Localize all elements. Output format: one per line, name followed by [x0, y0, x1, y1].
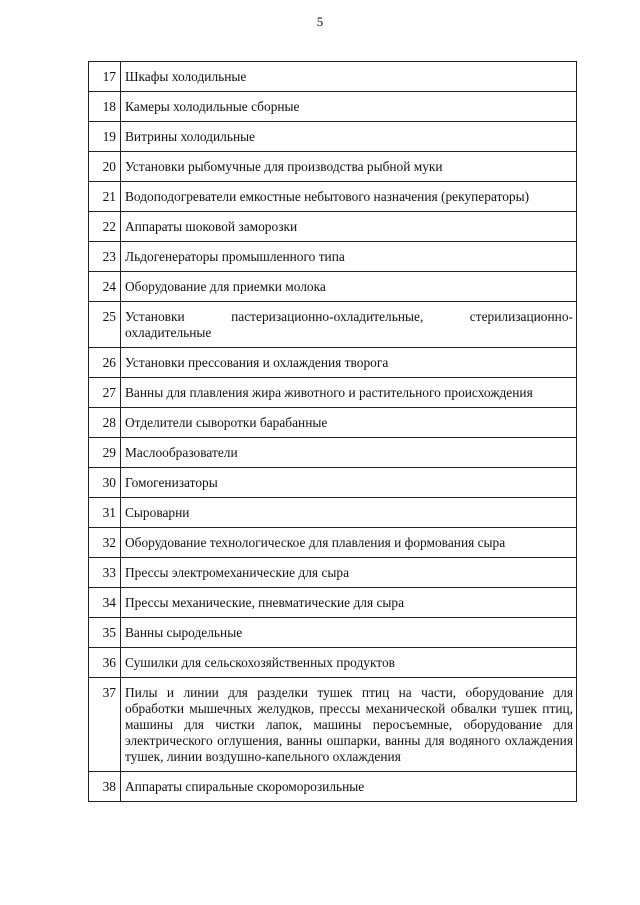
- row-number: 26: [89, 348, 121, 378]
- row-number: 36: [89, 648, 121, 678]
- equipment-name: Камеры холодильные сборные: [121, 92, 577, 122]
- row-number: 21: [89, 182, 121, 212]
- table-row: [89, 772, 577, 802]
- row-number: 17: [89, 62, 121, 92]
- equipment-name: Ванны сыродельные: [121, 618, 577, 648]
- row-number: 30: [89, 468, 121, 498]
- equipment-name: Шкафы холодильные: [121, 62, 577, 92]
- table-row: [89, 528, 577, 558]
- table-row: [89, 498, 577, 528]
- equipment-name: Аппараты спиральные скороморозильные: [121, 772, 577, 802]
- table-row: [89, 588, 577, 618]
- table-row: [89, 92, 577, 122]
- table-row: [89, 242, 577, 272]
- table-row: [89, 122, 577, 152]
- table-row: [89, 62, 577, 92]
- equipment-name: Водоподогреватели емкостные небытового назначения (рекуператоры): [121, 182, 577, 212]
- row-number: 22: [89, 212, 121, 242]
- equipment-name: Сыроварни: [121, 498, 577, 528]
- table-row: [89, 302, 577, 348]
- equipment-name: Маслообразователи: [121, 438, 577, 468]
- table-row: [89, 618, 577, 648]
- row-number: 19: [89, 122, 121, 152]
- row-number: 29: [89, 438, 121, 468]
- equipment-name: Ванны для плавления жира животного и растительного происхождения: [121, 378, 577, 408]
- equipment-name: Льдогенераторы промышленного типа: [121, 242, 577, 272]
- row-number: 28: [89, 408, 121, 438]
- row-number: 33: [89, 558, 121, 588]
- equipment-name: Прессы механические, пневматические для сыра: [121, 588, 577, 618]
- row-number: 23: [89, 242, 121, 272]
- table-row: [89, 272, 577, 302]
- row-number: 25: [89, 302, 121, 348]
- table-row: [89, 558, 577, 588]
- table-row: [89, 152, 577, 182]
- table-row: [89, 648, 577, 678]
- equipment-name: Оборудование для приемки молока: [121, 272, 577, 302]
- equipment-name: Установки пастеризационно-охладительные, стерилизационно-охладительные: [121, 302, 577, 348]
- equipment-name: Аппараты шоковой заморозки: [121, 212, 577, 242]
- table-row: [89, 408, 577, 438]
- equipment-name: Отделители сыворотки барабанные: [121, 408, 577, 438]
- table-row: [89, 378, 577, 408]
- row-number: 35: [89, 618, 121, 648]
- row-number: 24: [89, 272, 121, 302]
- row-number: 37: [89, 678, 121, 772]
- row-number: 31: [89, 498, 121, 528]
- row-number: 20: [89, 152, 121, 182]
- equipment-table-body: [89, 62, 577, 802]
- table-row: [89, 348, 577, 378]
- equipment-name: Оборудование технологическое для плавления и формования сыра: [121, 528, 577, 558]
- table-row: [89, 182, 577, 212]
- equipment-name: Установки рыбомучные для производства рыбной муки: [121, 152, 577, 182]
- table-row: [89, 438, 577, 468]
- equipment-table: [88, 61, 577, 802]
- equipment-name: Сушилки для сельскохозяйственных продуктов: [121, 648, 577, 678]
- row-number: 34: [89, 588, 121, 618]
- page-number: 5: [316, 14, 324, 29]
- row-number: 32: [89, 528, 121, 558]
- equipment-name: Гомогенизаторы: [121, 468, 577, 498]
- equipment-name: Установки прессования и охлаждения творога: [121, 348, 577, 378]
- table-row: [89, 468, 577, 498]
- equipment-name: Пилы и линии для разделки тушек птиц на части, оборудование для обработки мышечных желудков, прессы механической обвалки тушек птиц, машины для чистки лапок, машины перосъемные, оборудование для электрического оглушения, ванны ошпарки, ванны для водяного охлаждения тушек, линии воздушно-капельного охлаждения: [121, 678, 577, 772]
- table-row: [89, 212, 577, 242]
- row-number: 18: [89, 92, 121, 122]
- row-number: 27: [89, 378, 121, 408]
- row-number: 38: [89, 772, 121, 802]
- table-row: [89, 678, 577, 772]
- equipment-name: Витрины холодильные: [121, 122, 577, 152]
- equipment-name: Прессы электромеханические для сыра: [121, 558, 577, 588]
